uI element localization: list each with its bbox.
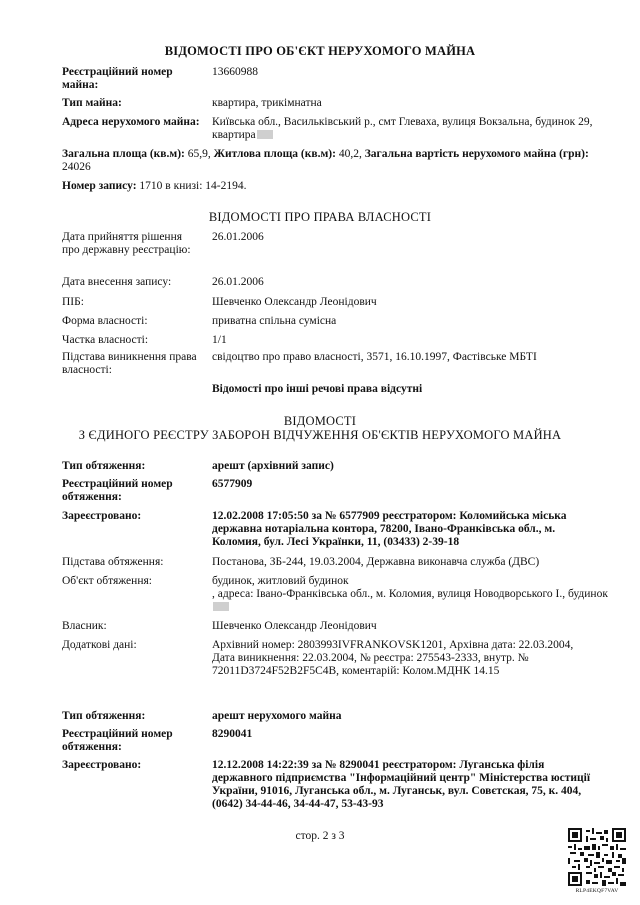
value-registered: 12.02.2008 17:05:50 за № 6577909 реєстратором: Коломийська міська державна нотаріальна контора, 78200, Івано-Франківська обл., м. Коломия, бул. Лесі Українки, 11, (03433) 2-39-18	[212, 510, 567, 548]
field-property-address	[62, 116, 602, 144]
value-record-number: 1710 в книзі: 14-2194.	[139, 180, 247, 192]
field-record-number	[62, 180, 592, 193]
section-title-restrictions-2: З ЄДИНОГО РЕЄСТРУ ЗАБОРОН ВІДЧУЖЕННЯ ОБ'ЄКТІВ НЕРУХОМОГО МАЙНА	[78, 428, 562, 442]
value-address	[212, 116, 612, 142]
value-total-cost: 24026	[62, 161, 91, 173]
label-registered: Зареєстровано:	[62, 510, 142, 522]
label-extra: Додаткові дані:	[62, 639, 137, 651]
label-encumbrance-reg: Реєстраційний номер обтяження:	[62, 728, 173, 753]
section-title-ownership: ВІДОМОСТІ ПРО ПРАВА ВЛАСНОСТІ	[208, 210, 432, 224]
label-entry-date: Дата внесення запису:	[62, 276, 172, 288]
label-owner: Власник:	[62, 620, 107, 632]
note-no-other-rights: Відомості про інші речові права відсутні	[212, 383, 423, 395]
value-encumbrance-reg: 6577909	[212, 478, 253, 490]
label-encumbrance-type: Тип обтяження:	[62, 460, 146, 472]
label-registered: Зареєстровано:	[62, 759, 142, 771]
value-encumbrance-type: арешт нерухомого майна	[212, 710, 342, 722]
entry2-reg-number	[62, 728, 602, 756]
qr-code-icon	[568, 828, 626, 886]
value-address-text: Київська обл., Васильківський р., смт Глеваха, вулиця Вокзальна, будинок 29, квартира	[212, 116, 593, 141]
field-property-reg-number	[62, 66, 602, 94]
value-decision-date: 26.01.2006	[212, 231, 264, 243]
value-total-area: 65,9,	[187, 148, 211, 160]
page-number: стор. 2 з 3	[295, 830, 345, 842]
field-area-and-cost	[62, 148, 592, 174]
value-ownership-basis: свідоцтво про право власності, 3571, 16.10.1997, Фастівське МБТІ	[212, 351, 537, 363]
value-object-line2	[212, 588, 612, 614]
label-ownership-form: Форма власності:	[62, 315, 148, 327]
redaction-blur	[257, 130, 273, 139]
label-living-area: Житлова площа (кв.м):	[213, 148, 336, 160]
qr-code-caption: RLP4EKQF7VAV	[575, 888, 619, 894]
entry2-registered	[62, 759, 602, 815]
field-ownership-basis	[62, 351, 602, 379]
value-reg-number: 13660988	[212, 66, 258, 78]
value-registered: 12.12.2008 14:22:39 за № 8290041 реєстратором: Луганська філія державного підприємства "Інформаційний центр" Міністерства юстиції України, 91016, Луганська обл., м. Луганськ, вул. Совєтская, 75, к. 404, (0642) 34-44-46, 34-44-47, 53-43-93	[212, 759, 591, 810]
label-record-number: Номер запису:	[62, 180, 137, 192]
entry1-reg-number	[62, 478, 602, 506]
label-total-cost: Загальна вартість нерухомого майна (грн):	[364, 148, 589, 160]
label-address: Адреса нерухомого майна:	[62, 116, 200, 128]
value-ownership-share: 1/1	[212, 334, 227, 346]
section-title-object: ВІДОМОСТІ ПРО ОБ'ЄКТ НЕРУХОМОГО МАЙНА	[164, 44, 476, 58]
value-basis: Постанова, ЗБ-244, 19.03.2004, Державна виконавча служба (ДВС)	[212, 556, 540, 568]
value-owner: Шевченко Олександр Леонідович	[212, 620, 377, 632]
entry1-extra	[62, 639, 602, 695]
label-owner-name: ПІБ:	[62, 296, 84, 308]
value-entry-date: 26.01.2006	[212, 276, 264, 288]
entry1-object	[62, 575, 608, 615]
label-property-type: Тип майна:	[62, 97, 122, 109]
label-encumbrance-type: Тип обтяження:	[62, 710, 146, 722]
label-ownership-basis: Підстава виникнення права власності:	[62, 351, 197, 376]
label-basis: Підстава обтяження:	[62, 556, 164, 568]
value-owner-name: Шевченко Олександр Леонідович	[212, 296, 377, 308]
label-ownership-share: Частка власності:	[62, 334, 149, 346]
value-encumbrance-reg: 8290041	[212, 728, 253, 740]
value-object-line1: будинок, житловий будинок	[212, 575, 349, 587]
label-reg-number: Реєстраційний номер майна:	[62, 66, 173, 91]
value-living-area: 40,2,	[338, 148, 362, 160]
entry1-registered	[62, 510, 602, 552]
field-decision-date	[62, 231, 602, 271]
value-ownership-form: приватна спільна сумісна	[212, 315, 337, 327]
value-object-address: , адреса: Івано-Франківська обл., м. Коломия, вулиця Новодворського І., будинок	[212, 588, 608, 600]
value-property-type: квартира, трикімнатна	[212, 97, 322, 109]
value-extra: Архівний номер: 2803993IVFRANKOVSK1201, Архівна дата: 22.03.2004, Дата виникнення: 22.03.2004, № реєстра: 275543-2333, внутр. № 72011D3724F52B2F5C4B, коментарій: Колом.МДНК 14.15	[212, 639, 574, 677]
label-encumbrance-reg: Реєстраційний номер обтяження:	[62, 478, 173, 503]
section-title-restrictions-1: ВІДОМОСТІ	[283, 414, 357, 428]
value-object	[212, 575, 612, 614]
value-encumbrance-type: арешт (архівний запис)	[212, 460, 334, 472]
label-object: Об'єкт обтяження:	[62, 575, 152, 587]
label-total-area: Загальна площа (кв.м):	[62, 148, 185, 160]
redaction-blur	[213, 602, 229, 611]
field-property-type	[62, 97, 602, 111]
label-decision-date: Дата прийняття рішення про державну реєстрацію:	[62, 231, 191, 256]
